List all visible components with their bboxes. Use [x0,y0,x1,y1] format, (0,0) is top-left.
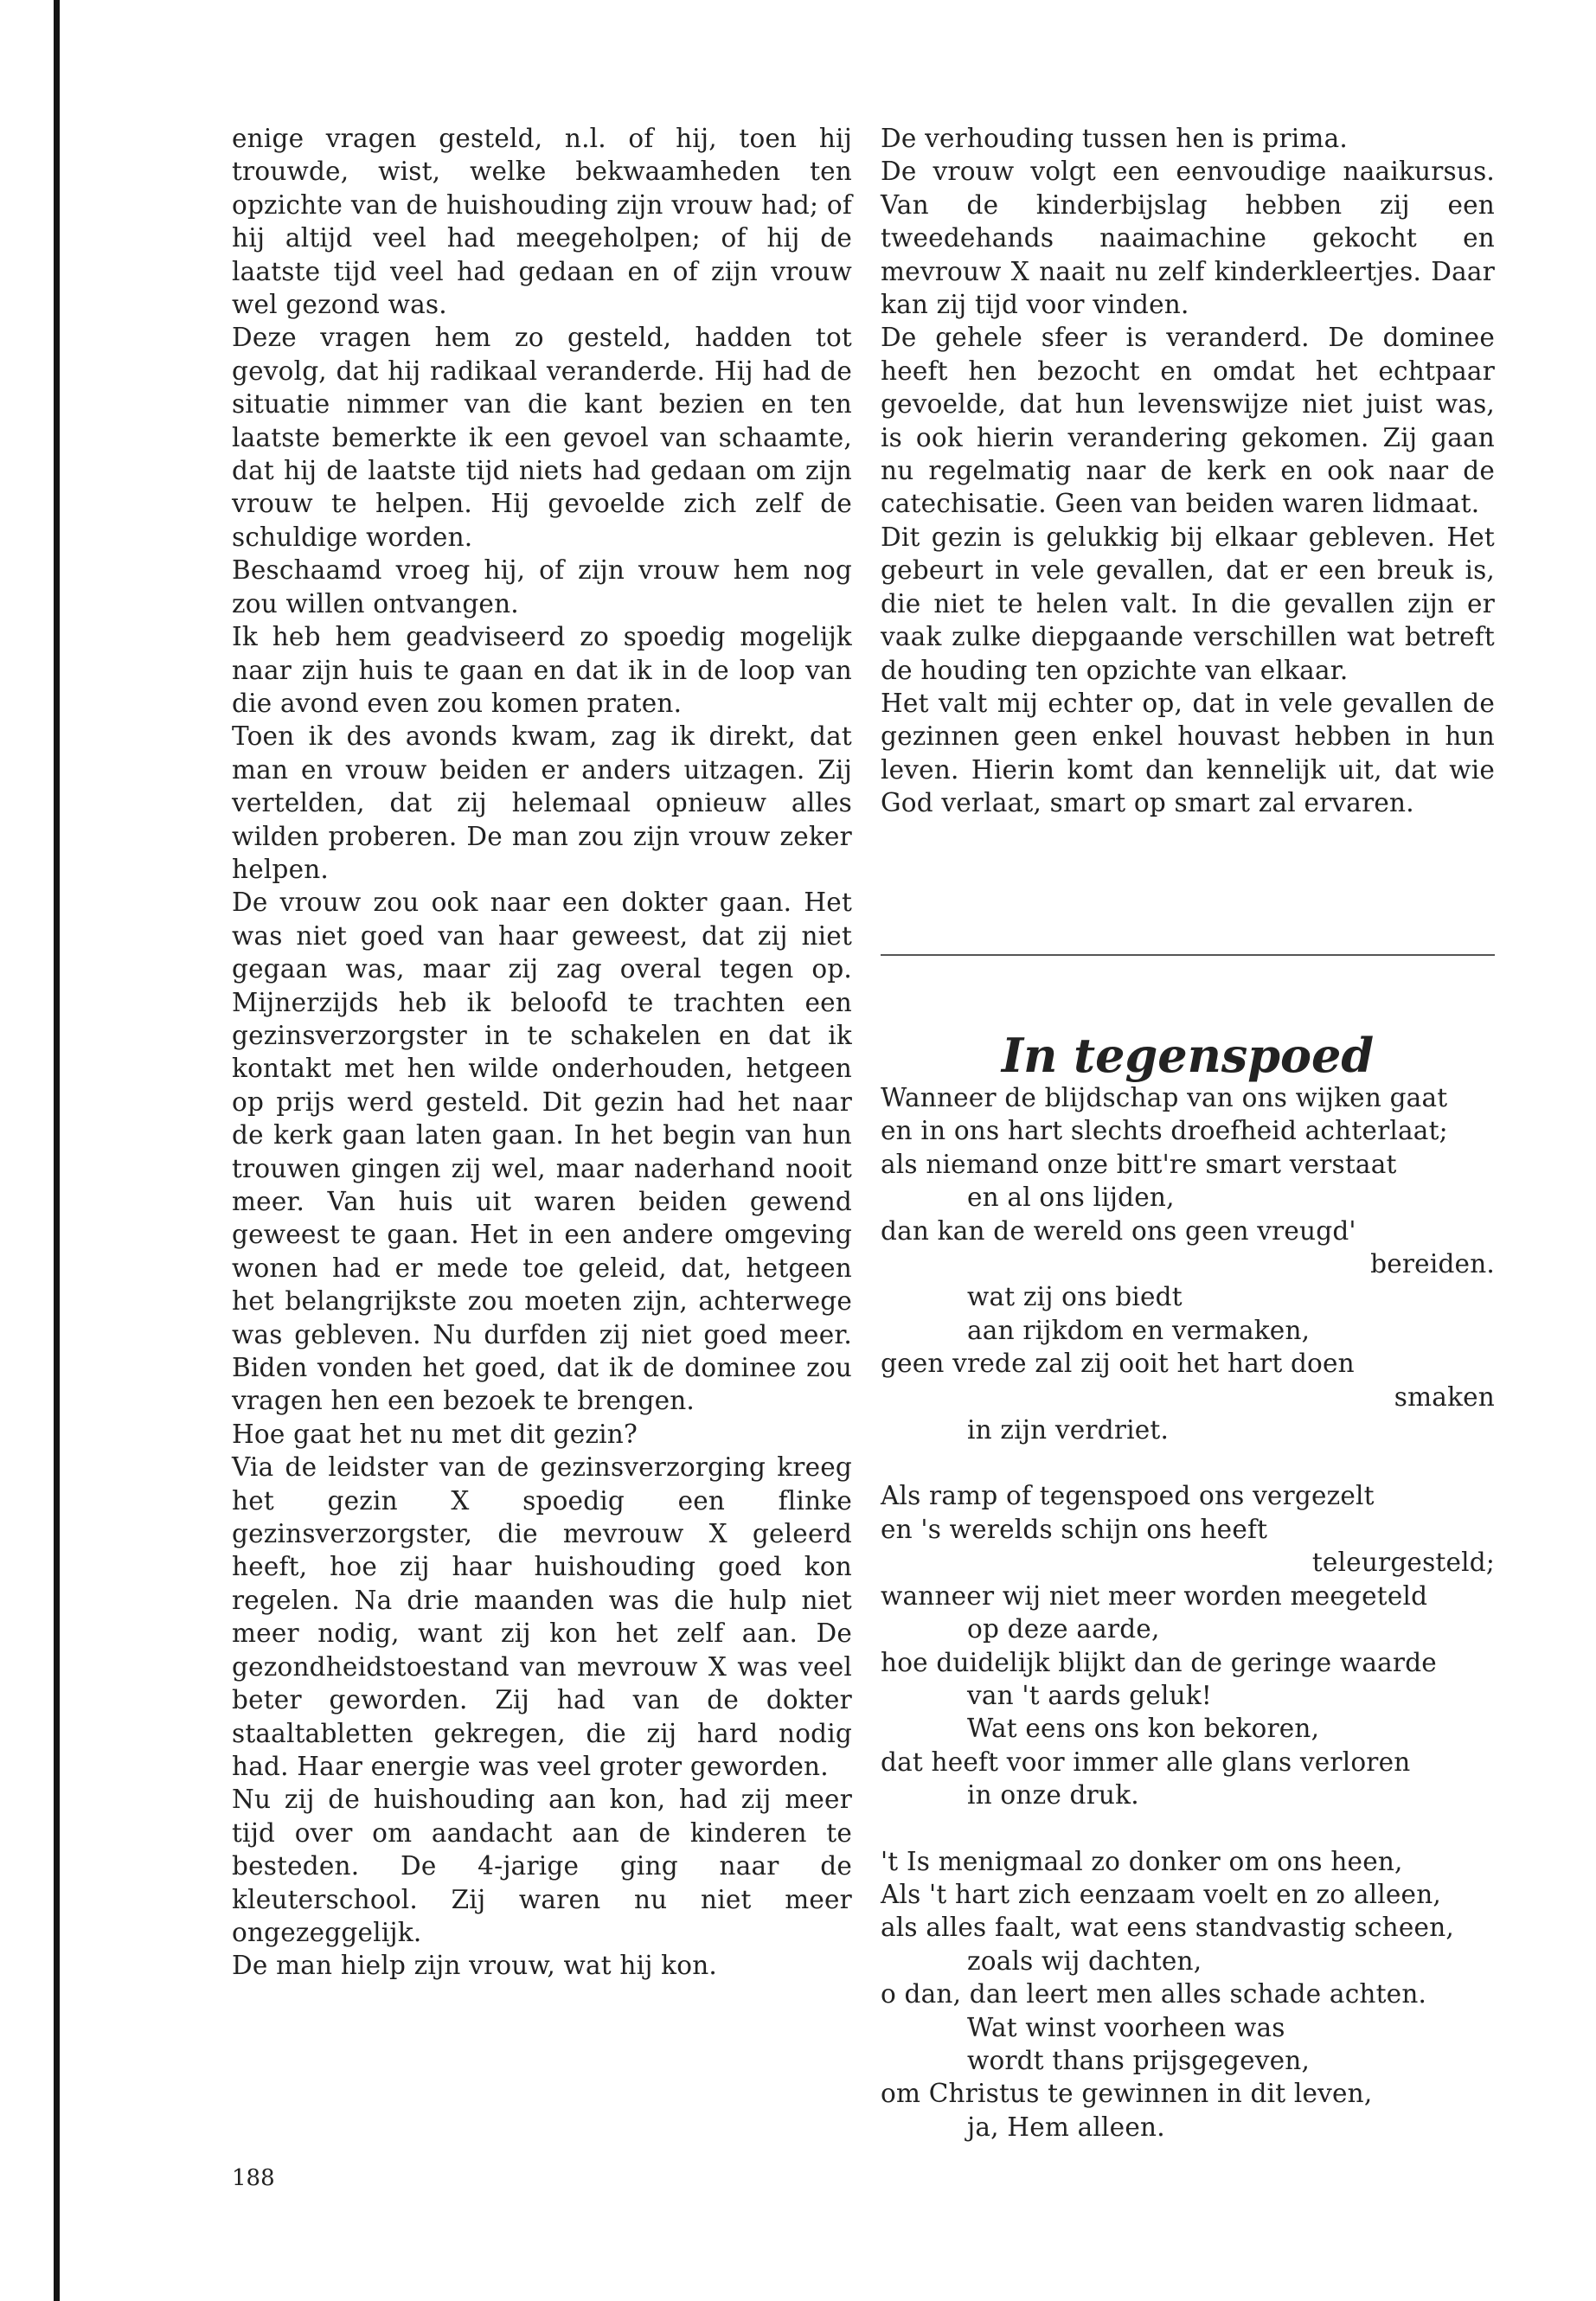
paragraph: De verhouding tussen hen is prima. [881,124,1348,153]
paragraph: De vrouw zou ook naar een dokter gaan. Het was niet goed van haar geweest, dat zij niet gegaan was, maar zij zag overal tegen op. Mijnerzijds heb ik beloofd te trachten een gezinsverzorgster in te schakelen en dat ik kontakt met hen wilde onderhouden, hetgeen op prijs werd gesteld. Dit gezin had het naar de kerk gaan laten gaan. In het begin van hun trouwen gingen zij wel, maar naderhand nooit meer. Van huis uit waren beiden gewend geweest te gaan. Het in een andere omgeving wonen had er mede toe geleid, dat, hetgeen het belangrijkste zou moeten zijn, achterwege was gebleven. Nu durfden zij niet goed meer. Biden vonden het goed, dat ik de dominee zou vragen hen een bezoek te brengen. [232,888,852,1416]
paragraph: Het valt mij echter op, dat in vele gevallen de gezinnen geen enkel houvast hebben in hun leven. Hierin komt dan kennelijk uit, dat wie God verlaat, smart op smart zal ervaren. [881,688,1495,818]
poem-line: wordt thans prijsgegeven, [967,2045,1311,2075]
poem-line: smaken [1394,1381,1495,1412]
right-column [881,122,1495,820]
poem-line: en al ons lijden, [967,1183,1175,1213]
poem-line: van 't aards geluk! [967,1680,1212,1710]
paragraph: Deze vragen hem zo gesteld, hadden tot gevolg, dat hij radikaal veranderde. Hij had de situatie nimmer van die kant bezien en ten laatste bemerkte ik een gevoel van schaamte, dat hij de laatste tijd niets had gedaan om zijn vrouw te helpen. Hij gevoelde zich zelf de schuldige worden. [232,323,852,552]
poem-title: In tegenspoed [1001,1027,1375,1083]
poem-line: in zijn verdriet. [967,1415,1170,1445]
poem-line: wanneer wij niet meer worden meegeteld [881,1580,1428,1611]
paragraph: Hoe gaat het nu met dit gezin? [232,1419,638,1449]
poem-line: hoe duidelijk blijkt dan de geringe waarde [881,1647,1437,1677]
paragraph: De gehele sfeer is veranderd. De dominee heeft hen bezocht en omdat het echtpaar gevoelde, dat hun levenswijze niet juist was, is ook hierin verandering gekomen. Zij gaan nu regelmatig naar de kerk en ook naar de catechisatie. Geen van beiden waren lidmaat. [881,323,1495,519]
poem-stanza [881,1845,1495,2144]
paragraph: Beschaamd vroeg hij, of zijn vrouw hem nog zou willen ontvangen. [232,555,852,619]
poem-line: Wanneer de blijdschap van ons wijken gaat [881,1083,1448,1112]
poem-stanza [881,1479,1495,1811]
poem-line: wat zij ons biedt [967,1282,1183,1312]
paragraph: Toen ik des avonds kwam, zag ik direkt, dat man en vrouw beiden er anders uitzagen. Zij vertelden, dat zij helemaal opnieuw alles wilden proberen. De man zou zijn vrouw zeker helpen. [232,721,852,884]
poem-line: om Christus te gewinnen in dit leven, [881,2079,1373,2109]
poem-line: teleurgesteld; [1311,1548,1495,1578]
paragraph: Nu zij de huishouding aan kon, had zij meer tijd over om aandacht aan de kinderen te besteden. De 4-jarige ging naar de kleuterschool. Zij waren nu niet meer ongezeggelijk. [232,1785,852,1947]
poem-line: Als ramp of tegenspoed ons vergezelt [881,1481,1375,1511]
paragraph: Via de leidster van de gezinsverzorging kreeg het gezin X spoedig een flinke gezinsverzorgster, die mevrouw X geleerd heeft, hoe zij haar huishouding goed kon regelen. Na drie maanden was die hulp niet meer nodig, want zij kon het zelf aan. De gezondheidstoestand van mevrouw X was veel beter geworden. Zij had van de dokter staaltabletten gekregen, die zij hard nodig had. Haar energie was veel groter geworden. [232,1452,852,1781]
poem-line: dat heeft voor immer alle glans verloren [881,1747,1411,1777]
poem-line: in onze druk. [967,1780,1139,1811]
poem-line: en 's werelds schijn ons heeft [881,1514,1268,1544]
section-divider [881,954,1495,956]
poem-line: als alles faalt, wat eens standvastig scheen, [881,1913,1454,1943]
poem-line: bereiden. [1370,1249,1495,1279]
poem-line: en in ons hart slechts droefheid achterlaat; [881,1116,1448,1146]
poem-line: als niemand onze bitt're smart verstaat [881,1149,1397,1179]
poem-line: Als 't hart zich eenzaam voelt en zo alleen, [881,1879,1441,1909]
poem-line: dan kan de wereld ons geen vreugd' [881,1215,1356,1246]
poem-line: zoals wij dachten, [967,1945,1202,1976]
poem-line: geen vrede zal zij ooit het hart doen [881,1349,1355,1379]
paragraph: De vrouw volgt een eenvoudige naaikursus. Van de kinderbijslag hebben zij een tweedehands naaimachine gekocht en mevrouw X naait nu zelf kinderkleertjes. Daar kan zij tijd voor vinden. [881,157,1495,320]
poem-line: ja, Hem alleen. [967,2112,1165,2142]
poem-line: o dan, dan leert men alles schade achten. [881,1979,1427,2009]
poem [881,1081,1495,2176]
poem-line: Wat winst voorheen was [967,2012,1285,2042]
poem-line: 't Is menigmaal zo donker om ons heen, [881,1846,1403,1876]
paragraph: De man hielp zijn vrouw, wat hij kon. [232,1951,717,1981]
page-number: 188 [232,2165,275,2191]
poem-line: Wat eens ons kon bekoren, [967,1714,1320,1744]
paragraph: enige vragen gesteld, n.l. of hij, toen hij trouwde, wist, welke bekwaamheden ten opzichte van de huishouding zijn vrouw had; of hij altijd veel had meegeholpen; of hij de laatste tijd veel had gedaan en of zijn vrouw wel gezond was. [232,124,852,320]
paragraph: Ik heb hem geadviseerd zo spoedig mogelijk naar zijn huis te gaan en dat ik in de loop van die avond even zou komen praten. [232,622,852,718]
poem-line: aan rijkdom en vermaken, [967,1315,1311,1345]
left-column [232,122,852,1983]
poem-line: op deze aarde, [967,1614,1160,1644]
paragraph: Dit gezin is gelukkig bij elkaar gebleven. Het gebeurt in vele gevallen, dat er een breuk is, die niet te helen valt. In die gevallen zijn er vaak zulke diepgaande verschillen wat betreft de houding ten opzichte van elkaar. [881,522,1495,685]
poem-stanza [881,1081,1495,1446]
page-binding-edge [54,0,60,2301]
